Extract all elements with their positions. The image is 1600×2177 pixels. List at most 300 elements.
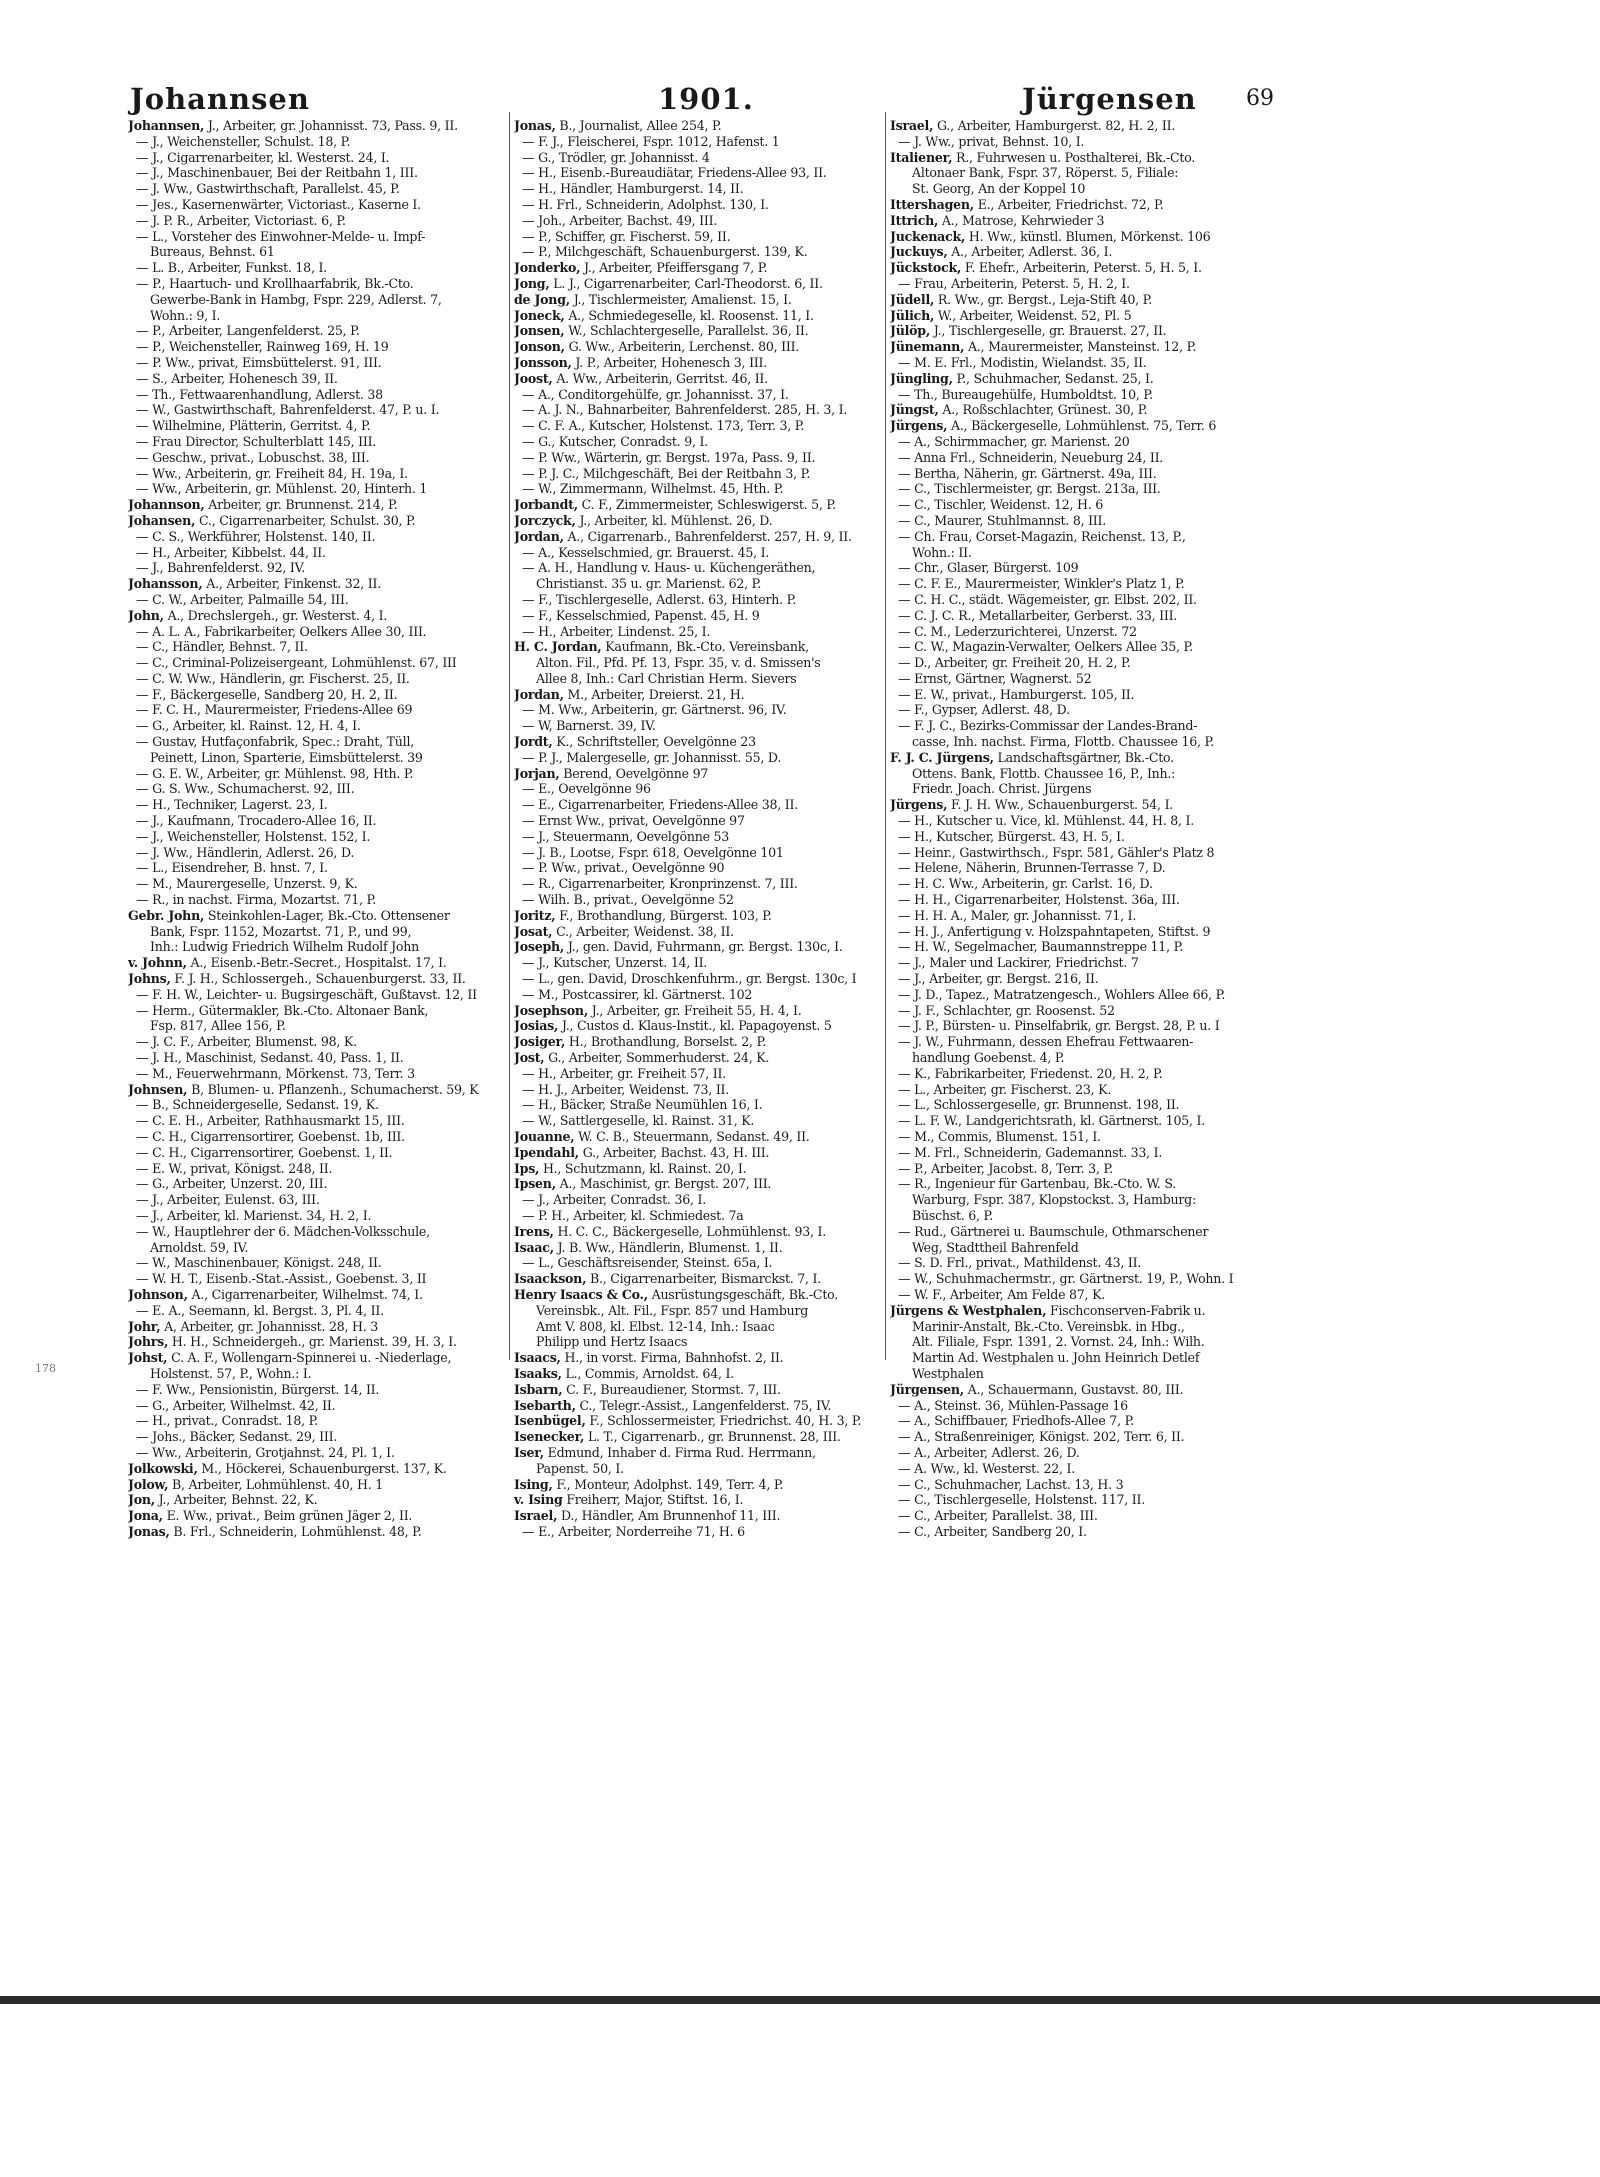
entry-text: — W, Barnerst. 39, IV. xyxy=(522,718,656,734)
entry-text: — J., Arbeiter, Conradst. 36, I. xyxy=(522,1192,706,1208)
directory-entry xyxy=(128,1350,506,1366)
entry-text: — M. Ww., Arbeiterin, gr. Gärtnerst. 96, IV. xyxy=(522,702,787,718)
entry-surname: Irens, xyxy=(514,1223,554,1239)
entry-surname: Jolkowski, xyxy=(128,1460,198,1476)
directory-entry xyxy=(890,1461,1268,1477)
directory-entry xyxy=(890,434,1268,450)
directory-entry xyxy=(890,213,1268,229)
entry-text: H., Brothandlung, Borselst. 2, P. xyxy=(568,1034,766,1050)
directory-entry xyxy=(514,1477,892,1493)
entry-text: L. J., Cigarrenarbeiter, Carl-Theodorst. 6, II. xyxy=(553,275,823,291)
directory-entry xyxy=(890,592,1268,608)
entry-text: Fischconserven-Fabrik u. xyxy=(1049,1302,1206,1318)
entry-text: — A., Arbeiter, Adlerst. 26, D. xyxy=(898,1444,1080,1460)
entry-surname: Jorjan, xyxy=(514,765,560,781)
directory-entry xyxy=(514,655,892,671)
directory-entry xyxy=(514,687,892,703)
entry-text: B. Frl., Schneiderin, Lohmühlenst. 48, P. xyxy=(173,1523,422,1539)
directory-entry xyxy=(514,1303,892,1319)
entry-text: Fsp. 817, Allee 156, P. xyxy=(150,1018,286,1034)
entry-text: E., Arbeiter, Friedrichst. 72, P. xyxy=(977,196,1164,212)
entry-text: — Ww., Arbeiterin, Grotjahnst. 24, Pl. 1, I. xyxy=(136,1444,395,1460)
entry-text: D., Händler, Am Brunnenhof 11, III. xyxy=(560,1508,781,1524)
directory-entry xyxy=(128,860,506,876)
directory-entry xyxy=(514,1240,892,1256)
entry-text: — Helene, Näherin, Brunnen-Terrasse 7, D. xyxy=(898,860,1166,876)
directory-entry xyxy=(128,497,506,513)
directory-entry xyxy=(128,639,506,655)
directory-entry xyxy=(128,450,506,466)
directory-entry xyxy=(128,955,506,971)
entry-surname: Joost, xyxy=(514,370,553,386)
directory-entry xyxy=(128,592,506,608)
directory-entry xyxy=(514,1524,892,1540)
directory-entry xyxy=(128,892,506,908)
directory-entry xyxy=(128,1461,506,1477)
directory-entry xyxy=(128,560,506,576)
directory-entry xyxy=(514,892,892,908)
entry-text: — J., Weichensteller, Schulst. 18, P. xyxy=(136,133,351,149)
entry-text: Landschaftsgärtner, Bk.-Cto. xyxy=(997,749,1174,765)
directory-entry xyxy=(890,450,1268,466)
entry-text: A., Schmiedegeselle, kl. Roosenst. 11, I. xyxy=(568,307,814,323)
entry-surname: H. C. Jordan, xyxy=(514,639,602,655)
entry-text: — L., Arbeiter, gr. Fischerst. 23, K. xyxy=(898,1081,1112,1097)
directory-entry xyxy=(514,750,892,766)
entry-text: J. B. Ww., Händlerin, Blumenst. 1, II. xyxy=(557,1239,783,1255)
entry-text: C., Arbeiter, Weidenst. 38, II. xyxy=(556,923,734,939)
entry-surname: v. Johnn, xyxy=(128,955,187,971)
entry-text: — J. P. R., Arbeiter, Victoriast. 6, P. xyxy=(136,212,346,228)
directory-entry xyxy=(514,1018,892,1034)
entry-surname: Jülich, xyxy=(890,307,935,323)
entry-text: — A., Conditorgehülfe, gr. Johannisst. 37, I. xyxy=(522,386,789,402)
directory-entry xyxy=(514,1034,892,1050)
entry-text: — F., Gypser, Adlerst. 48, D. xyxy=(898,702,1070,718)
entry-text: Alton. Fil., Pfd. Pf. 13, Fspr. 35, v. d. Smissen's xyxy=(536,655,821,671)
directory-entry xyxy=(128,229,506,245)
entry-text: — P., Haartuch- und Krollhaarfabrik, Bk.-Cto. xyxy=(136,275,414,291)
entry-text: — C. E. H., Arbeiter, Rathhausmarkt 15, III. xyxy=(136,1113,405,1129)
directory-entry xyxy=(128,418,506,434)
directory-entry xyxy=(890,1508,1268,1524)
entry-surname: Jürgens & Westphalen, xyxy=(890,1302,1047,1318)
directory-entry xyxy=(514,545,892,561)
directory-entry xyxy=(128,1161,506,1177)
directory-entry xyxy=(890,150,1268,166)
entry-text: K., Schriftsteller, Oevelgönne 23 xyxy=(556,734,756,750)
entry-text: — J. H., Maschinist, Sedanst. 40, Pass. 1, II. xyxy=(136,1050,404,1066)
entry-text: Warburg, Fspr. 387, Klopstockst. 3, Hamburg: xyxy=(912,1192,1196,1208)
entry-text: — P. Ww., Wärterin, gr. Bergst. 197a, Pass. 9, II. xyxy=(522,449,816,465)
entry-text: Arnoldst. 59, IV. xyxy=(150,1239,249,1255)
entry-text: Büschst. 6, P. xyxy=(912,1207,993,1223)
entry-text: B, Arbeiter, Lohmühlenst. 40, H. 1 xyxy=(172,1476,383,1492)
entry-text: — C., Schuhmacher, Lachst. 13, H. 3 xyxy=(898,1476,1124,1492)
entry-text: — J., Bahrenfelderst. 92, IV. xyxy=(136,560,305,576)
entry-text: — C., Arbeiter, Parallelst. 38, III. xyxy=(898,1508,1098,1524)
directory-entry xyxy=(128,924,506,940)
directory-entry xyxy=(128,702,506,718)
directory-entry xyxy=(890,750,1268,766)
directory-entry xyxy=(514,387,892,403)
directory-entry xyxy=(890,1003,1268,1019)
directory-entry xyxy=(514,702,892,718)
directory-entry xyxy=(128,276,506,292)
entry-text: — W., Maschinenbauer, Königst. 248, II. xyxy=(136,1255,382,1271)
directory-entry xyxy=(514,450,892,466)
entry-text: Christianst. 35 u. gr. Marienst. 62, P. xyxy=(536,576,762,592)
directory-entry xyxy=(890,1208,1268,1224)
entry-text: — H., Händler, Hamburgerst. 14, II. xyxy=(522,181,744,197)
entry-text: F., Brothandlung, Bürgerst. 103, P. xyxy=(559,907,772,923)
directory-entry xyxy=(514,1003,892,1019)
directory-entry xyxy=(890,165,1268,181)
directory-entry xyxy=(890,545,1268,561)
entry-text: — P. J., Malergeselle, gr. Johannisst. 55, D. xyxy=(522,749,782,765)
directory-entry xyxy=(128,939,506,955)
entry-surname: Jonsen, xyxy=(514,323,565,339)
entry-text: — Bertha, Näherin, gr. Gärtnerst. 49a, III. xyxy=(898,465,1157,481)
entry-text: — C., Criminal-Polizeisergeant, Lohmühlenst. 67, III xyxy=(136,655,457,671)
directory-entry xyxy=(128,308,506,324)
directory-entry xyxy=(514,118,892,134)
entry-surname: Josias, xyxy=(514,1018,559,1034)
directory-entry xyxy=(890,781,1268,797)
directory-entry xyxy=(890,624,1268,640)
directory-entry xyxy=(128,339,506,355)
entry-text: — B., Schneidergeselle, Sedanst. 19, K. xyxy=(136,1097,379,1113)
directory-entry xyxy=(514,860,892,876)
entry-text: J., Tischlergeselle, gr. Brauerst. 27, II. xyxy=(933,323,1167,339)
directory-entry xyxy=(514,766,892,782)
entry-text: — W., Gastwirthschaft, Bahrenfelderst. 47, P. u. I. xyxy=(136,402,440,418)
entry-text: — Wilh. B., privat., Oevelgönne 52 xyxy=(522,892,734,908)
entry-text: Altonaer Bank, Fspr. 37, Röperst. 5, Filiale: xyxy=(912,165,1179,181)
directory-entry xyxy=(514,1050,892,1066)
entry-surname: Ipendahl, xyxy=(514,1144,579,1160)
directory-entry xyxy=(890,418,1268,434)
directory-entry xyxy=(514,797,892,813)
directory-entry xyxy=(890,1224,1268,1240)
directory-entry xyxy=(890,924,1268,940)
directory-entry xyxy=(890,402,1268,418)
entry-text: — E. A., Seemann, kl. Bergst. 3, Pl. 4, II. xyxy=(136,1302,384,1318)
directory-entry xyxy=(128,1319,506,1335)
directory-entry xyxy=(890,276,1268,292)
directory-entry xyxy=(514,1097,892,1113)
running-head-left: Johannsen xyxy=(130,82,310,116)
directory-entry xyxy=(128,1398,506,1414)
directory-entry xyxy=(890,355,1268,371)
directory-entry xyxy=(128,1018,506,1034)
directory-entry xyxy=(890,1334,1268,1350)
directory-entry xyxy=(890,1398,1268,1414)
directory-entry xyxy=(128,1255,506,1271)
directory-entry xyxy=(514,276,892,292)
directory-entry xyxy=(514,1334,892,1350)
entry-text: — Gustav, Hutfaçonfabrik, Spec.: Draht, Tüll, xyxy=(136,734,414,750)
entry-surname: Jonas, xyxy=(128,1523,170,1539)
directory-entry xyxy=(514,876,892,892)
directory-entry xyxy=(890,829,1268,845)
directory-entry xyxy=(514,434,892,450)
entry-surname: Johnson, xyxy=(128,1286,188,1302)
directory-entry xyxy=(890,860,1268,876)
directory-entry xyxy=(514,244,892,260)
entry-text: Amt V. 808, kl. Elbst. 12-14, Inh.: Isaac xyxy=(536,1318,775,1334)
directory-entry xyxy=(890,292,1268,308)
directory-entry xyxy=(128,1287,506,1303)
directory-entry xyxy=(514,734,892,750)
entry-text: — E. W., privat, Königst. 248, II. xyxy=(136,1160,333,1176)
directory-entry xyxy=(890,1113,1268,1129)
directory-entry xyxy=(128,1240,506,1256)
entry-text: — A., Straßenreiniger, Königst. 202, Terr. 6, II. xyxy=(898,1429,1185,1445)
entry-text: — C. W., Arbeiter, Palmaille 54, III. xyxy=(136,591,349,607)
directory-entry xyxy=(890,1097,1268,1113)
directory-entry xyxy=(128,845,506,861)
directory-entry xyxy=(514,1461,892,1477)
directory-entry xyxy=(128,1192,506,1208)
entry-text: H., in vorst. Firma, Bahnhofst. 2, II. xyxy=(564,1350,784,1366)
directory-entry xyxy=(128,750,506,766)
entry-text: — J. C. F., Arbeiter, Blumenst. 98, K. xyxy=(136,1034,357,1050)
entry-text: — A. Ww., kl. Westerst. 22, I. xyxy=(898,1460,1076,1476)
directory-entry xyxy=(514,1255,892,1271)
directory-entry xyxy=(890,608,1268,624)
directory-entry xyxy=(890,1445,1268,1461)
entry-text: A., Bäckergeselle, Lohmühlenst. 75, Terr. 6 xyxy=(950,418,1217,434)
entry-text: — P., Weichensteller, Rainweg 169, H. 19 xyxy=(136,339,389,355)
entry-text: — L. F. W., Landgerichtsrath, kl. Gärtnerst. 105, I. xyxy=(898,1113,1205,1129)
entry-text: J. P., Arbeiter, Hohenesch 3, III. xyxy=(575,354,767,370)
entry-text: — J., Arbeiter, gr. Bergst. 216, II. xyxy=(898,971,1099,987)
entry-surname: Isebarth, xyxy=(514,1397,576,1413)
entry-text: J., Tischlermeister, Amalienst. 15, I. xyxy=(573,291,792,307)
entry-text: — Rud., Gärtnerei u. Baumschule, Othmarschener xyxy=(898,1223,1209,1239)
directory-entry xyxy=(514,1382,892,1398)
directory-entry xyxy=(128,797,506,813)
directory-entry xyxy=(514,1350,892,1366)
entry-surname: Josephson, xyxy=(514,1002,588,1018)
directory-entry xyxy=(514,718,892,734)
directory-entry xyxy=(890,1240,1268,1256)
entry-text: J., Arbeiter, kl. Mühlenst. 26, D. xyxy=(579,512,773,528)
entry-text: — Joh., Arbeiter, Bachst. 49, III. xyxy=(522,212,718,228)
entry-text: G., Arbeiter, Hamburgerst. 82, H. 2, II. xyxy=(936,118,1176,133)
entry-text: Edmund, Inhaber d. Firma Rud. Herrmann, xyxy=(547,1444,816,1460)
entry-surname: Jonderko, xyxy=(514,260,581,276)
entry-text: Ottens. Bank, Flottb. Chaussee 16, P., Inh.: xyxy=(912,765,1176,781)
directory-entry xyxy=(890,244,1268,260)
entry-surname: Jouanne, xyxy=(514,1129,575,1144)
directory-entry xyxy=(514,308,892,324)
entry-text: — W., Hauptlehrer der 6. Mädchen-Volksschule, xyxy=(136,1223,430,1239)
directory-entry xyxy=(514,1145,892,1161)
entry-text: — M., Commis, Blumenst. 151, I. xyxy=(898,1129,1101,1144)
entry-text: — S. D. Frl., privat., Mathildenst. 43, II. xyxy=(898,1255,1142,1271)
entry-text: — K., Fabrikarbeiter, Friedenst. 20, H. 2, P. xyxy=(898,1065,1163,1081)
entry-text: — C., Händler, Behnst. 7, II. xyxy=(136,639,308,655)
entry-text: — W., Sattlergeselle, kl. Rainst. 31, K. xyxy=(522,1113,755,1129)
entry-text: A., Roßschlachter, Grünest. 30, P. xyxy=(942,402,1148,418)
entry-text: — H., Arbeiter, gr. Freiheit 57, II. xyxy=(522,1065,726,1081)
entry-text: — C. S., Werkführer, Holstenst. 140, II. xyxy=(136,528,376,544)
column-rule-1 xyxy=(509,112,510,1360)
directory-entry xyxy=(890,797,1268,813)
entry-text: J., gen. David, Fuhrmann, gr. Bergst. 130c, I. xyxy=(567,939,843,955)
entry-text: — H., Kutscher u. Vice, kl. Mühlenst. 44, H. 8, I. xyxy=(898,813,1194,829)
directory-entry xyxy=(128,1382,506,1398)
entry-surname: Italiener, xyxy=(890,149,953,165)
directory-entry xyxy=(128,1145,506,1161)
entry-text: — P., Schiffer, gr. Fischerst. 59, II. xyxy=(522,228,731,244)
directory-entry xyxy=(128,687,506,703)
entry-text: — A. L. A., Fabrikarbeiter, Oelkers Allee 30, III. xyxy=(136,623,427,639)
entry-text: A., Arbeiter, Adlerst. 36, I. xyxy=(951,244,1113,260)
directory-entry xyxy=(128,545,506,561)
directory-entry xyxy=(890,655,1268,671)
entry-text: — M., Postcassirer, kl. Gärtnerst. 102 xyxy=(522,986,753,1002)
entry-text: — F. J., Fleischerei, Fspr. 1012, Hafenst. 1 xyxy=(522,133,780,149)
directory-entry xyxy=(128,766,506,782)
directory-entry xyxy=(514,939,892,955)
entry-text: — Frau Director, Schulterblatt 145, III. xyxy=(136,433,377,449)
entry-text: — F. Ww., Pensionistin, Bürgerst. 14, II. xyxy=(136,1381,380,1397)
entry-text: Wohn.: II. xyxy=(912,544,972,560)
entry-surname: Jürgens, xyxy=(890,797,948,813)
entry-text: — S., Arbeiter, Hohenesch 39, II. xyxy=(136,370,338,386)
entry-text: — J. Ww., privat, Behnst. 10, I. xyxy=(898,133,1085,149)
directory-entry xyxy=(128,1429,506,1445)
entry-text: — H. H., Cigarrenarbeiter, Holstenst. 36a, III. xyxy=(898,892,1180,908)
entry-surname: Jünemann, xyxy=(890,339,965,355)
directory-entry xyxy=(514,197,892,213)
entry-surname: de Jong, xyxy=(514,291,570,307)
entry-text: — C. H. C., städt. Wägemeister, gr. Elbst. 202, II. xyxy=(898,591,1197,607)
entry-text: — C. W. Ww., Händlerin, gr. Fischerst. 25, II. xyxy=(136,670,410,686)
entry-surname: Josat, xyxy=(514,923,553,939)
directory-entry xyxy=(128,908,506,924)
entry-text: — M., Maurergeselle, Unzerst. 9, K. xyxy=(136,876,358,892)
entry-text: — H., Eisenb.-Bureaudiätar, Friedens-Allee 93, II. xyxy=(522,165,827,181)
entry-text: — P., Arbeiter, Langenfelderst. 25, P. xyxy=(136,323,360,339)
entry-text: C. F., Zimmermeister, Schleswigerst. 5, P. xyxy=(581,497,836,513)
directory-entry xyxy=(514,481,892,497)
entry-text: P., Schuhmacher, Sedanst. 25, I. xyxy=(956,370,1154,386)
directory-entry xyxy=(128,371,506,387)
entry-text: G., Arbeiter, Bachst. 43, H. III. xyxy=(582,1144,770,1160)
directory-entry xyxy=(128,1176,506,1192)
entry-text: Wohn.: 9, I. xyxy=(150,307,221,323)
entry-text: Freiherr, Major, Stiftst. 16, I. xyxy=(566,1492,744,1508)
entry-text: Martin Ad. Westphalen u. John Heinrich Detlef xyxy=(912,1350,1200,1366)
entry-text: A., Matrose, Kehrwieder 3 xyxy=(941,212,1105,228)
entry-surname: Jürgensen, xyxy=(890,1381,964,1397)
directory-entry xyxy=(128,355,506,371)
entry-surname: Isaacs, xyxy=(514,1350,561,1366)
entry-text: — J. B., Lootse, Fspr. 618, Oevelgönne 101 xyxy=(522,844,784,860)
entry-text: — E., Arbeiter, Norderreihe 71, H. 6 xyxy=(522,1523,745,1539)
column-1 xyxy=(128,118,506,1540)
entry-text: — G. E. W., Arbeiter, gr. Mühlenst. 98, Hth. P. xyxy=(136,765,414,781)
directory-entry xyxy=(514,529,892,545)
entry-text: — A. H., Handlung v. Haus- u. Küchengeräthen, xyxy=(522,560,816,576)
entry-text: — L., Vorsteher des Einwohner-Melde- u. Impf- xyxy=(136,228,426,244)
directory-entry xyxy=(128,1366,506,1382)
entry-text: — W., Zimmermann, Wilhelmst. 45, Hth. P. xyxy=(522,481,784,497)
entry-text: — H., Arbeiter, Kibbelst. 44, II. xyxy=(136,544,326,560)
entry-text: — E. W., privat., Hamburgerst. 105, II. xyxy=(898,686,1135,702)
directory-entry xyxy=(128,529,506,545)
directory-entry xyxy=(514,1208,892,1224)
directory-entry xyxy=(128,213,506,229)
directory-entry xyxy=(128,292,506,308)
entry-surname: Ipsen, xyxy=(514,1176,556,1192)
entry-text: — J. D., Tapez., Matratzengesch., Wohlers Allee 66, P. xyxy=(898,986,1226,1002)
entry-text: — G., Kutscher, Conradst. 9, I. xyxy=(522,433,708,449)
directory-entry xyxy=(890,1382,1268,1398)
entry-text: — Ch. Frau, Corset-Magazin, Reichenst. 13, P., xyxy=(898,528,1186,544)
entry-text: — J. Ww., Händlerin, Adlerst. 26, D. xyxy=(136,844,355,860)
directory-entry xyxy=(128,387,506,403)
entry-text: — H. H. A., Maler, gr. Johannisst. 71, I. xyxy=(898,907,1137,923)
entry-surname: Jordan, xyxy=(514,686,564,702)
scan-edge xyxy=(0,1996,1600,2004)
entry-text: Papenst. 50, I. xyxy=(536,1460,624,1476)
entry-text: — Heinr., Gastwirthsch., Fspr. 581, Gähler's Platz 8 xyxy=(898,844,1215,860)
entry-text: — G., Arbeiter, Unzerst. 20, III. xyxy=(136,1176,328,1192)
directory-entry xyxy=(128,260,506,276)
entry-text: — C. W., Magazin-Verwalter, Oelkers Allee 35, P. xyxy=(898,639,1193,655)
entry-text: A., Drechslergeh., gr. Westerst. 4, I. xyxy=(167,607,388,623)
directory-entry xyxy=(890,687,1268,703)
directory-entry xyxy=(890,971,1268,987)
directory-entry xyxy=(890,1350,1268,1366)
entry-text: — P. Ww., privat., Oevelgönne 90 xyxy=(522,860,725,876)
directory-entry xyxy=(890,339,1268,355)
directory-entry xyxy=(890,639,1268,655)
entry-text: — J., Arbeiter, Eulenst. 63, III. xyxy=(136,1192,320,1208)
directory-entry xyxy=(890,892,1268,908)
directory-entry xyxy=(514,497,892,513)
entry-text: — J., Kaufmann, Trocadero-Allee 16, II. xyxy=(136,813,377,829)
directory-entry xyxy=(514,355,892,371)
entry-text: — C. F. A., Kutscher, Holstenst. 173, Terr. 3, P. xyxy=(522,418,805,434)
directory-entry xyxy=(514,624,892,640)
entry-text: F. Ehefr., Arbeiterin, Peterst. 5, H. 5, I. xyxy=(964,260,1202,276)
directory-entry xyxy=(514,213,892,229)
margin-mark: 178 xyxy=(35,1362,56,1375)
directory-entry xyxy=(514,560,892,576)
directory-entry xyxy=(128,1113,506,1129)
directory-entry xyxy=(514,576,892,592)
entry-surname: Ittrich, xyxy=(890,212,939,228)
entry-text: — Th., Fettwaarenhandlung, Adlerst. 38 xyxy=(136,386,383,402)
entry-text: H. Ww., künstl. Blumen, Mörkenst. 106 xyxy=(968,228,1211,244)
entry-text: M., Arbeiter, Dreierst. 21, H. xyxy=(567,686,745,702)
directory-entry xyxy=(514,513,892,529)
entry-text: — C., Tischlermeister, gr. Bergst. 213a, III. xyxy=(898,481,1161,497)
entry-text: — P., Milchgeschäft, Schauenburgerst. 139, K. xyxy=(522,244,808,260)
directory-entry xyxy=(890,1303,1268,1319)
entry-text: F. J. H. Ww., Schauenburgerst. 54, I. xyxy=(950,797,1174,813)
directory-entry xyxy=(890,1161,1268,1177)
entry-text: W. C. B., Steuermann, Sedanst. 49, II. xyxy=(578,1129,810,1144)
entry-surname: Ips, xyxy=(514,1160,540,1176)
entry-surname: Johansson, xyxy=(128,576,203,592)
